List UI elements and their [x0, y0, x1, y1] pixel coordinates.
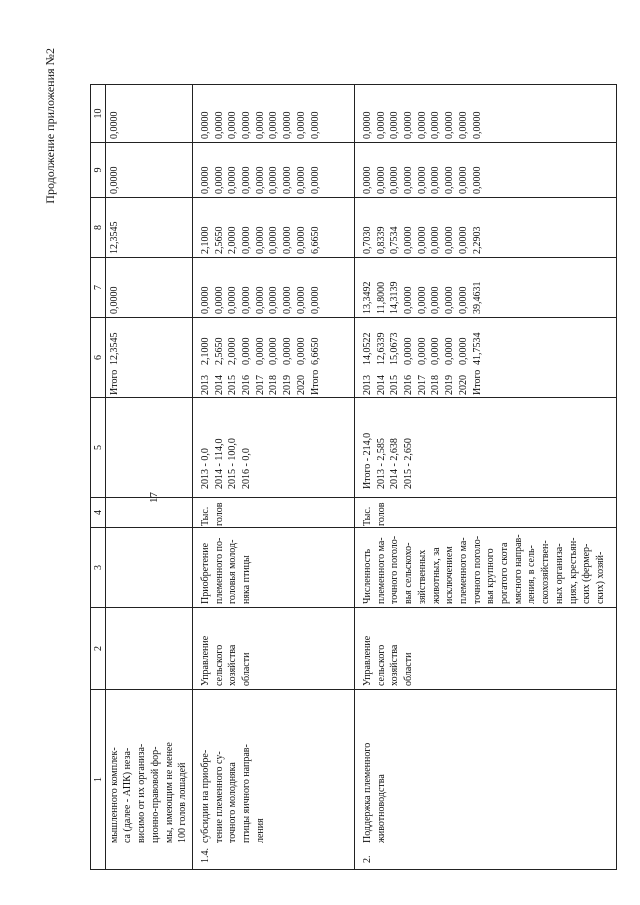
value: 0,0000: [375, 166, 387, 194]
table-row: [106, 85, 193, 870]
value: 0,0000: [457, 337, 469, 365]
value: 0,0000: [213, 286, 225, 314]
value: 14,0522: [362, 332, 373, 365]
value: 0,0000: [109, 166, 120, 194]
cell-indicator: [193, 528, 355, 608]
text-line: скохозяйствен-: [540, 540, 552, 604]
text-line: племенного ма-: [457, 537, 469, 604]
value: 0,0000: [282, 111, 294, 139]
text-line: исключением: [444, 546, 456, 604]
value: 0,0000: [444, 111, 456, 139]
value: 2,0000: [227, 337, 239, 365]
text-line: рогатого скота: [499, 542, 511, 604]
year: Итого: [309, 369, 321, 395]
value-column: [199, 325, 322, 365]
col-header-5: 5: [91, 398, 106, 498]
value: 0,0000: [444, 286, 456, 314]
value: 0,0000: [295, 111, 307, 139]
value: 0,0000: [254, 337, 266, 365]
value-column: [361, 325, 484, 365]
text-line: мышленного комплек-: [108, 747, 120, 843]
value: 0,0000: [471, 111, 483, 139]
cell-municipal: [106, 143, 193, 198]
text-line: мясного направ-: [512, 534, 524, 604]
text-line: 2013 - 2,585: [375, 438, 387, 489]
cell-description: [193, 690, 355, 870]
value: 0,7030: [362, 226, 373, 254]
cell-federal: [106, 258, 193, 318]
col-header-4: 4: [91, 498, 106, 528]
row-number: 1.4.: [200, 848, 211, 863]
value: 0,0000: [254, 166, 266, 194]
text-line: ления, в сель-: [526, 545, 538, 604]
cell-indicator: [355, 528, 617, 608]
value: 0,0000: [268, 286, 280, 314]
text-line: 2015 - 2,650: [403, 438, 415, 489]
text-line: Тыс.: [200, 506, 211, 526]
col-header-2: 2: [91, 608, 106, 690]
cell-other: [193, 85, 355, 143]
cell-regional: [355, 198, 617, 258]
text-line: точного поголо-: [389, 535, 401, 604]
cell-description: [106, 690, 193, 870]
value: 0,0000: [213, 166, 225, 194]
value: 0,8339: [375, 226, 387, 254]
value: 0,0000: [430, 111, 442, 139]
value: 0,0000: [309, 166, 321, 194]
value: 2,1000: [200, 337, 211, 365]
cell-funding-total: [193, 318, 355, 398]
value: 0,0000: [457, 226, 469, 254]
value: 14,3139: [389, 281, 401, 314]
year: 2015: [227, 375, 239, 395]
value: 0,0000: [430, 337, 442, 365]
text-line: мы, имеющим не менее: [163, 742, 175, 843]
col-header-10: 10: [91, 85, 106, 143]
value: 0,0000: [389, 166, 401, 194]
text-line: Тыс.: [362, 506, 373, 526]
value: 0,0000: [268, 166, 280, 194]
value: 0,0000: [241, 111, 253, 139]
text-line: вья крупного: [485, 548, 497, 604]
value: 0,0000: [241, 337, 253, 365]
cell-regional: [106, 198, 193, 258]
text-line: 100 голов лошадей: [177, 762, 189, 843]
cell-executor: [355, 608, 617, 690]
value: 0,0000: [295, 226, 307, 254]
value: 15,0673: [389, 332, 401, 365]
cell-funding-total: [106, 318, 193, 398]
value: 0,0000: [295, 166, 307, 194]
table-row: [355, 85, 617, 870]
text-line: циях, крестьян-: [567, 537, 579, 604]
value: 0,0000: [416, 226, 428, 254]
value: 0,0000: [282, 286, 294, 314]
text-line: 2016 - 0,0: [241, 448, 253, 489]
page-number: 17: [148, 492, 160, 503]
value: 0,0000: [403, 226, 415, 254]
value: 0,0000: [430, 166, 442, 194]
cell-target: [355, 398, 617, 498]
text-line: 2014 - 114,0: [213, 438, 225, 489]
value: 0,0000: [227, 111, 239, 139]
year: 2017: [254, 375, 266, 395]
value: 41,7534: [471, 332, 483, 365]
year: 2016: [403, 375, 415, 395]
text-line: ления: [254, 818, 266, 843]
col-header-6: 6: [91, 318, 106, 398]
value: 0,0000: [362, 166, 373, 194]
cell-municipal: [355, 143, 617, 198]
value: 0,0000: [444, 337, 456, 365]
text-line: висимо от их организа-: [136, 743, 148, 843]
text-line: сельского: [375, 644, 387, 686]
cell-other: [106, 85, 193, 143]
text-line: области: [241, 652, 253, 686]
value: 0,0000: [268, 111, 280, 139]
text-line: точного молодняка: [227, 762, 239, 843]
cell-unit: [355, 498, 617, 528]
value: 0,0000: [457, 111, 469, 139]
text-line: сельского: [213, 644, 225, 686]
row-number: 2.: [362, 855, 373, 863]
cell-unit: [106, 498, 193, 528]
text-line: ских) хозяй-: [594, 551, 606, 604]
value: 0,0000: [309, 111, 321, 139]
cell-funding-total: [355, 318, 617, 398]
value: 2,0000: [227, 226, 239, 254]
value: 2,5650: [213, 226, 225, 254]
value: 2,1000: [200, 226, 211, 254]
year: 2018: [268, 375, 280, 395]
cell-regional: [193, 198, 355, 258]
year-column: [361, 365, 484, 397]
text-line: субсидии на приобре-: [200, 749, 211, 843]
col-header-8: 8: [91, 198, 106, 258]
value: 12,3545: [109, 221, 120, 254]
text-line: 2014 - 2,638: [389, 438, 401, 489]
value: 0,0000: [309, 286, 321, 314]
col-header-3: 3: [91, 528, 106, 608]
text-line: хозяйства: [389, 644, 401, 686]
value: 0,0000: [213, 111, 225, 139]
year: 2019: [282, 375, 294, 395]
value: 2,5650: [213, 337, 225, 365]
value: 0,0000: [471, 166, 483, 194]
value: 0,0000: [295, 337, 307, 365]
value: 0,0000: [200, 286, 211, 314]
appendix-caption: Продолжение приложения №2: [43, 48, 57, 204]
text-line: Поддержка племенного: [362, 742, 373, 843]
total-label: Итого: [109, 369, 120, 395]
value: 0,0000: [241, 286, 253, 314]
value: 0,0000: [403, 111, 415, 139]
cell-target: [193, 398, 355, 498]
value: 0,0000: [254, 286, 266, 314]
col-header-1: 1: [91, 690, 106, 870]
text-line: голов: [375, 502, 387, 526]
text-line: зяйственных: [416, 549, 428, 604]
text-line: Численность: [362, 548, 373, 604]
text-line: ционно-правовой фор-: [149, 746, 161, 843]
value: 0,0000: [241, 226, 253, 254]
text-line: головья молод-: [227, 539, 239, 604]
text-line: са (далее - АПК) неза-: [122, 747, 134, 843]
table-row: [193, 85, 355, 870]
value: 0,0000: [416, 111, 428, 139]
text-line: животных, за: [430, 547, 442, 604]
cell-federal: [193, 258, 355, 318]
text-line: тение племенного су-: [213, 751, 225, 843]
cell-description: [355, 690, 617, 870]
text-line: ных организа-: [553, 543, 565, 604]
value: 0,0000: [389, 111, 401, 139]
year: 2014: [213, 375, 225, 395]
value: 0,0000: [416, 337, 428, 365]
value: 0,0000: [227, 286, 239, 314]
text-line: животноводства: [375, 774, 387, 843]
value: 0,0000: [109, 111, 120, 139]
value: 0,0000: [444, 166, 456, 194]
text-line: птицы яичного направ-: [241, 744, 253, 843]
value: 0,0000: [416, 286, 428, 314]
text-line: Итого - 214,0: [362, 432, 373, 489]
text-line: племенного по-: [213, 537, 225, 604]
text-line: 2013 - 0,0: [200, 448, 211, 489]
year: 2013: [200, 375, 211, 395]
text-line: области: [403, 652, 415, 686]
value: 0,0000: [227, 166, 239, 194]
value: 0,0000: [200, 166, 211, 194]
value: 0,0000: [282, 337, 294, 365]
year: 2016: [241, 375, 253, 395]
value: 0,0000: [403, 286, 415, 314]
year-column: [199, 365, 322, 397]
value: 6,6650: [309, 337, 321, 365]
text-line: Управление: [362, 635, 373, 686]
value: 2,2903: [471, 226, 483, 254]
value: 0,0000: [282, 226, 294, 254]
year: 2015: [389, 375, 401, 395]
cell-executor: [106, 608, 193, 690]
value: 0,0000: [403, 337, 415, 365]
text-line: точного поголо-: [471, 535, 483, 604]
text-line: Управление: [200, 635, 211, 686]
cell-municipal: [193, 143, 355, 198]
value: 6,6650: [309, 226, 321, 254]
column-number-row: [91, 85, 106, 870]
col-header-7: 7: [91, 258, 106, 318]
value: 0,0000: [254, 111, 266, 139]
text-line: племенного ма-: [375, 537, 387, 604]
value: 0,0000: [241, 166, 253, 194]
text-line: 2015 - 100,0: [227, 438, 239, 489]
text-line: няка птицы: [241, 555, 253, 604]
value: 13,3492: [362, 281, 373, 314]
value: 0,0000: [375, 111, 387, 139]
value: 0,0000: [282, 166, 294, 194]
cell-executor: [193, 608, 355, 690]
year-value-pair: [108, 318, 122, 397]
year: 2017: [416, 375, 428, 395]
value: 0,0000: [268, 337, 280, 365]
value: 11,8000: [375, 281, 387, 314]
value: 0,0000: [362, 111, 373, 139]
text-line: ских (фермер-: [581, 543, 593, 604]
value: 0,0000: [403, 166, 415, 194]
value: 0,0000: [268, 226, 280, 254]
col-header-9: 9: [91, 143, 106, 198]
year: 2020: [457, 375, 469, 395]
cell-unit: [193, 498, 355, 528]
year: 2018: [430, 375, 442, 395]
year: Итого: [471, 369, 483, 395]
value: 0,7534: [389, 226, 401, 254]
cell-federal: [355, 258, 617, 318]
text-line: хозяйства: [227, 644, 239, 686]
cell-target: [106, 398, 193, 498]
value: 0,0000: [444, 226, 456, 254]
value: 12,6339: [375, 332, 387, 365]
value: 0,0000: [254, 226, 266, 254]
text-line: голов: [213, 502, 225, 526]
year: 2014: [375, 375, 387, 395]
year: 2013: [362, 375, 373, 395]
value: 0,0000: [430, 226, 442, 254]
value: 0,0000: [430, 286, 442, 314]
cell-other: [355, 85, 617, 143]
year: 2020: [295, 375, 307, 395]
value: 0,0000: [295, 286, 307, 314]
total-value: 12,3545: [109, 332, 120, 365]
text-line: Приобретение: [200, 542, 211, 604]
appendix-table: [90, 84, 617, 870]
value: 0,0000: [457, 166, 469, 194]
value: 0,0000: [457, 286, 469, 314]
cell-indicator: [106, 528, 193, 608]
text-line: вья сельскохо-: [403, 542, 415, 604]
value: 0,0000: [416, 166, 428, 194]
year: 2019: [444, 375, 456, 395]
value: 39,4631: [471, 281, 483, 314]
value: 0,0000: [109, 286, 120, 314]
value: 0,0000: [200, 111, 211, 139]
